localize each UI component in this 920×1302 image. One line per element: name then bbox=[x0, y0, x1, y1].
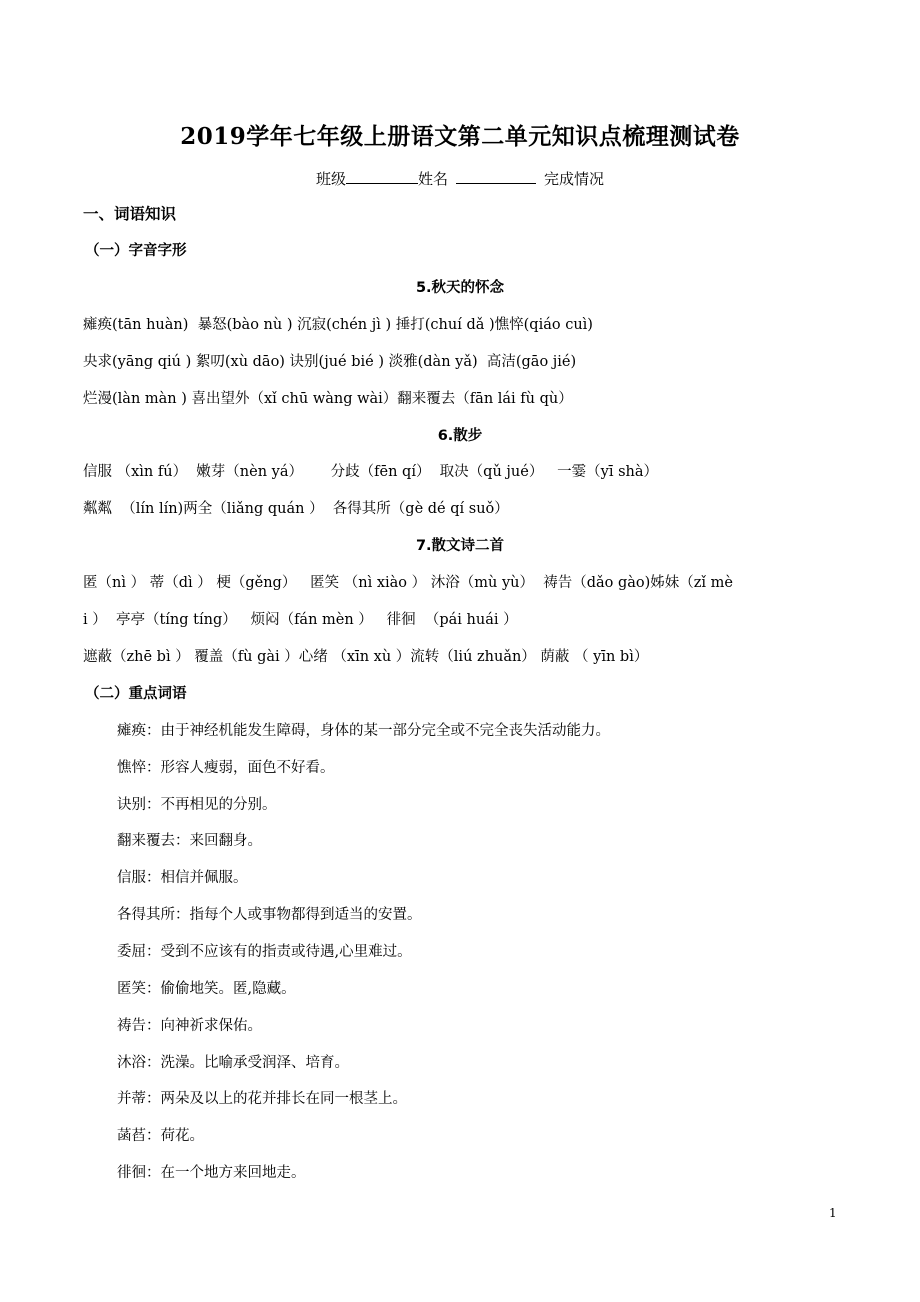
class-blank[interactable] bbox=[346, 169, 418, 184]
definition-item: 翻来覆去：来回翻身。 bbox=[117, 833, 262, 849]
page-number: 1 bbox=[829, 1206, 837, 1220]
subsection-heading-pronunciation: （一）字音字形 bbox=[85, 243, 187, 259]
pinyin-line: 信服 （xìn fú） 嫩芽（nèn yá） 分歧（fēn qí） 取决（qǔ jué） 一霎（yī shà） bbox=[83, 464, 659, 480]
definition-item: 信服：相信并佩服。 bbox=[117, 870, 248, 886]
definition-item: 诀别：不再相见的分别。 bbox=[117, 797, 277, 813]
definition-item: 瘫痪：由于神经机能发生障碍，身体的某一部分完全或不完全丧失活动能力。 bbox=[117, 723, 610, 739]
definition-item: 憔悴：形容人瘦弱，面色不好看。 bbox=[117, 760, 335, 776]
pinyin-line: 央求(yāng qiú ) 絮叨(xù dāo) 诀别(jué bié ) 淡雅(dàn yǎ) 高洁(gāo jié) bbox=[83, 354, 577, 370]
name-blank[interactable] bbox=[456, 169, 536, 184]
status-label: 完成情况 bbox=[544, 170, 605, 188]
student-info-line bbox=[0, 168, 920, 189]
pinyin-line: 遮蔽（zhē bì ） 覆盖（fù gài ）心绪 （xīn xù ）流转（liú zhuǎn） 荫蔽 （ yīn bì） bbox=[83, 649, 649, 665]
name-label: 姓名 bbox=[417, 170, 448, 188]
lesson-title: 6.散步 bbox=[437, 428, 483, 444]
definition-item: 匿笑：偷偷地笑。匿,隐藏。 bbox=[117, 981, 296, 997]
pinyin-line: 粼粼 （lín lín)两全（liǎng quán ） 各得其所（gè dé qí suǒ） bbox=[83, 501, 509, 517]
pinyin-line: 瘫痪(tān huàn) 暴怒(bào nù ) 沉寂(chén jì ) 捶打(chuí dǎ )憔悴(qiáo cuì) bbox=[83, 317, 593, 333]
page-title: 2019学年七年级上册语文第二单元知识点梳理测试卷 bbox=[180, 123, 740, 150]
lesson-title: 7.散文诗二首 bbox=[415, 538, 505, 554]
definition-item: 委屈：受到不应该有的指责或待遇,心里难过。 bbox=[117, 944, 412, 960]
definition-item: 祷告：向神祈求保佑。 bbox=[117, 1018, 262, 1034]
pinyin-line: 烂漫(làn màn ) 喜出望外（xǐ chū wàng wài）翻来覆去（fān lái fù qù） bbox=[83, 391, 573, 407]
class-label: 班级 bbox=[315, 170, 346, 188]
subsection-heading-key-words: （二）重点词语 bbox=[85, 686, 187, 702]
lesson-title: 5.秋天的怀念 bbox=[415, 280, 505, 296]
definition-item: 菡萏：荷花。 bbox=[117, 1128, 204, 1144]
pinyin-line: 匿（nì ） 蒂（dì ） 梗（gěng） 匿笑 （nì xiào ） 沐浴（mù yù） 祷告（dǎo gào)姊妹（zǐ mè bbox=[83, 575, 733, 591]
definition-item: 沐浴：洗澡。比喻承受润泽、培育。 bbox=[117, 1055, 349, 1071]
section-heading-vocabulary: 一、词语知识 bbox=[83, 205, 177, 223]
definition-item: 并蒂：两朵及以上的花并排长在同一根茎上。 bbox=[117, 1091, 407, 1107]
definition-item: 徘徊：在一个地方来回地走。 bbox=[117, 1165, 306, 1181]
definition-item: 各得其所：指每个人或事物都得到适当的安置。 bbox=[117, 907, 422, 923]
pinyin-line: i ） 亭亭（tíng tíng） 烦闷（fán mèn ） 徘徊 （pái huái ） bbox=[83, 612, 518, 628]
